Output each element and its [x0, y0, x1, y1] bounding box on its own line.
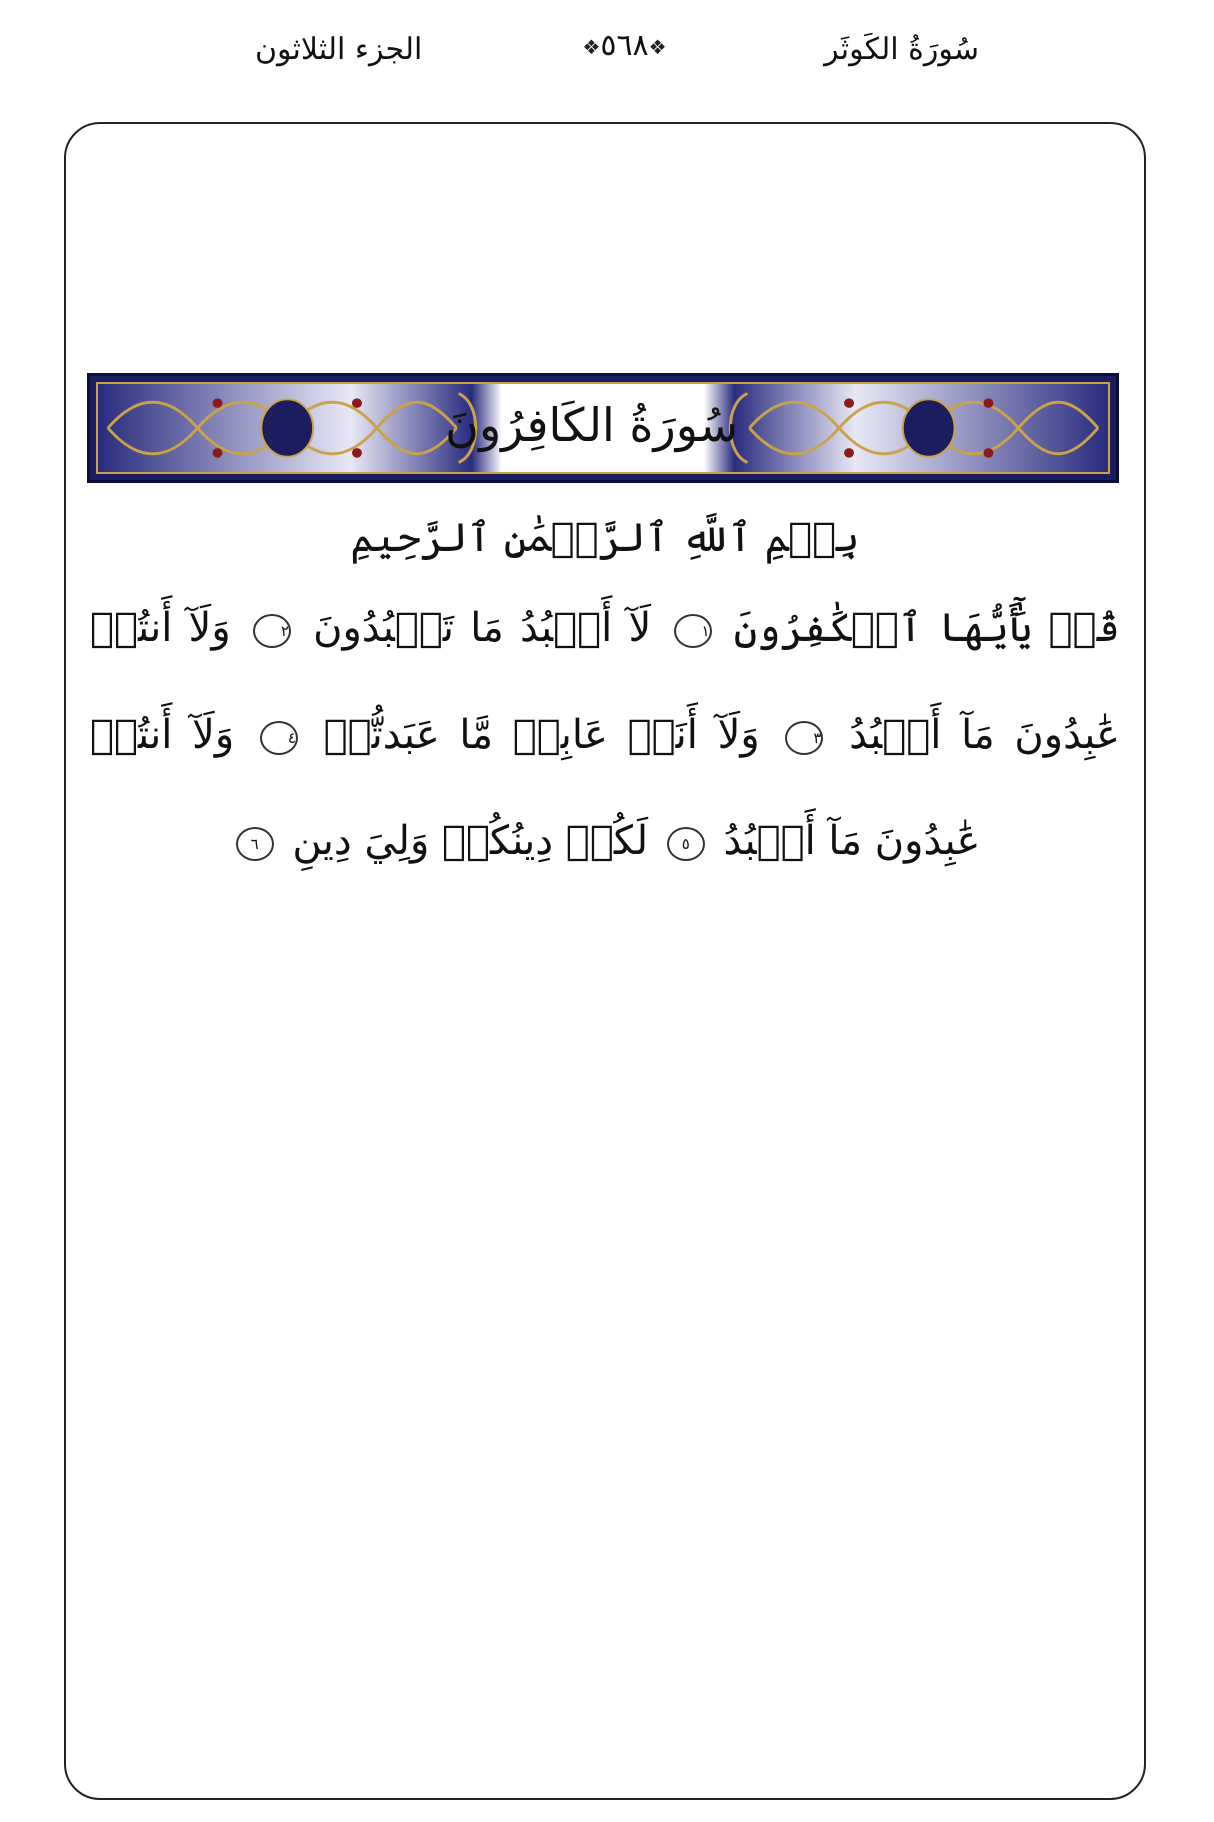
page-number-value: ٥٦٨ — [600, 28, 649, 63]
ayah-number-marker: ١ — [674, 614, 712, 648]
verse-line — [90, 605, 1120, 651]
ornament-icon: ❖ — [648, 35, 667, 59]
banner-inner — [96, 382, 1110, 474]
page-header — [0, 18, 1214, 88]
verse-text: عَٰبِدُونَ مَآ أَعۡبُدُ — [849, 712, 1121, 758]
verse-text: لَكُمۡ دِينُكُمۡ وَلِيَ دِينِ — [292, 818, 649, 864]
surah-banner — [87, 373, 1119, 483]
basmala: بِسۡمِ ٱللَّهِ ٱلرَّحۡمَٰنِ ٱلرَّحِيمِ — [350, 515, 860, 561]
surah-name-header: سُورَةُ الكَوثَر — [824, 32, 979, 67]
verse-text: لَآ أَعۡبُدُ مَا تَعۡبُدُونَ — [313, 605, 652, 651]
ayah-number-marker: ٣ — [785, 721, 823, 755]
ornament-icon: ❖ — [582, 35, 601, 59]
ayah-number-marker: ٢ — [253, 614, 291, 648]
verse-line — [90, 818, 1120, 864]
verse-text: وَلَآ أَنَا۠ عَابِدٞ مَّا عَبَدتُّمۡ — [323, 712, 760, 758]
verse-text: عَٰبِدُونَ مَآ أَعۡبُدُ — [723, 818, 981, 864]
ayah-number-marker: ٥ — [667, 827, 705, 861]
verse-line — [90, 712, 1120, 758]
juz-label: الجزء الثلاثون — [255, 32, 423, 67]
ayah-number-marker: ٤ — [260, 721, 298, 755]
verse-text: وَلَآ أَنتُمۡ — [90, 605, 231, 651]
verse-text: قُلۡ يَٰٓأَيُّهَا ٱلۡكَٰفِرُونَ — [733, 605, 1120, 651]
verse-text: وَلَآ أَنتُمۡ — [90, 712, 235, 758]
ayah-number-marker: ٦ — [236, 827, 274, 861]
surah-title: سُورَةُ الكَافِرُونَ — [445, 398, 738, 452]
page-number — [567, 28, 682, 63]
